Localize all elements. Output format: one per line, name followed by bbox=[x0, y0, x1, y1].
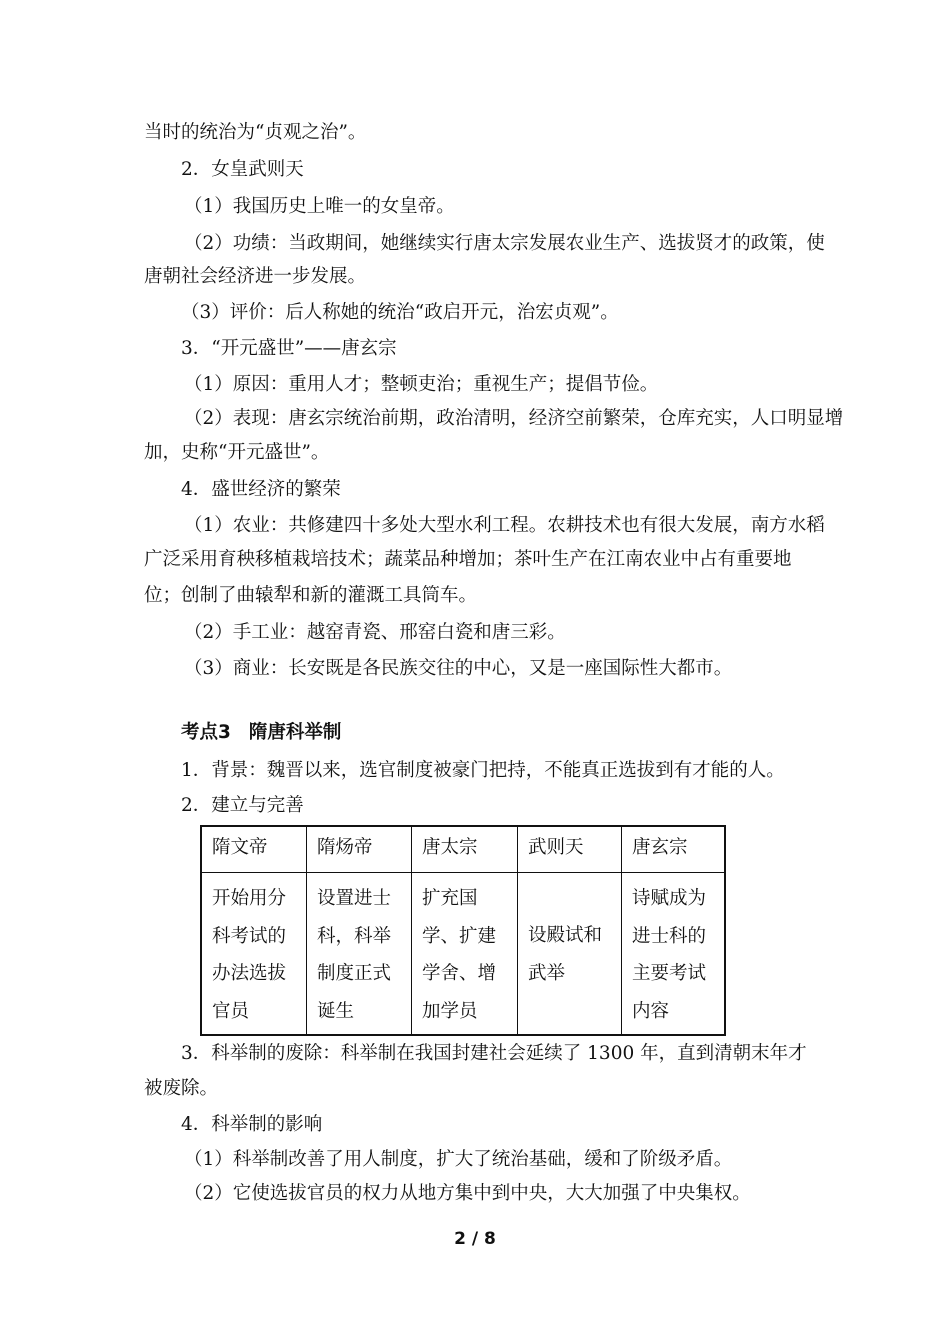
cell-line: 主要考试 bbox=[632, 963, 707, 984]
cell-line: 设置进士 bbox=[317, 888, 392, 909]
paragraph-text: （2）手工业：越窑青瓷、邢窑白瓷和唐三彩。 bbox=[184, 622, 566, 643]
table-header-cell: 隋文帝 bbox=[202, 827, 307, 872]
table-cell bbox=[518, 873, 622, 1034]
section-heading bbox=[181, 720, 341, 746]
section-title: 隋唐科举制 bbox=[248, 722, 342, 743]
paragraph-text: 位；创制了曲辕犁和新的灌溉工具筒车。 bbox=[144, 585, 478, 606]
paragraph-text: 当时的统治为“贞观之治”。 bbox=[144, 122, 367, 143]
paragraph-text: 加，史称“开元盛世”。 bbox=[144, 442, 330, 463]
table-header-cell: 隋炀帝 bbox=[307, 827, 412, 872]
paragraph-text: （2）功绩：当政期间，她继续实行唐太宗发展农业生产、选拔贤才的政策，使 bbox=[184, 233, 825, 254]
table-cell bbox=[202, 873, 307, 1034]
paragraph-text: 广泛采用育秧移植栽培技术；蔬菜品种增加；茶叶生产在江南农业中占有重要地 bbox=[144, 549, 792, 570]
subheading-economy: 4．盛世经济的繁荣 bbox=[181, 479, 341, 500]
cell-line: 制度正式 bbox=[317, 963, 392, 984]
cell-line: 扩充国 bbox=[422, 888, 478, 909]
cell-line: 诞生 bbox=[317, 1000, 355, 1022]
paragraph-text: （1）科举制改善了用人制度，扩大了统治基础，缓和了阶级矛盾。 bbox=[184, 1149, 733, 1170]
cell-line: 学舍、增 bbox=[422, 963, 497, 984]
cell-line: 办法选拔 bbox=[212, 963, 287, 984]
cell-line: 加学员 bbox=[422, 1000, 478, 1022]
paragraph-text: （1）农业：共修建四十多处大型水利工程。农耕技术也有很大发展，南方水稻 bbox=[184, 515, 825, 536]
table-header-row bbox=[202, 827, 724, 873]
table-header-cell: 唐太宗 bbox=[412, 827, 518, 872]
cell-line: 科考试的 bbox=[212, 925, 287, 947]
cell-line: 官员 bbox=[212, 1000, 250, 1022]
cell-line: 武举 bbox=[528, 962, 566, 984]
cell-line: 开始用分 bbox=[212, 888, 287, 909]
paragraph-text: （2）表现：唐玄宗统治前期，政治清明，经济空前繁荣，仓库充实，人口明显增 bbox=[184, 408, 844, 429]
paragraph-text: 3．科举制的废除：科举制在我国封建社会延续了 1300 年，直到清朝末年才 bbox=[181, 1043, 807, 1064]
table-header-cell: 武则天 bbox=[518, 827, 622, 872]
paragraph-text: 1．背景：魏晋以来，选官制度被豪门把持，不能真正选拔到有才能的人。 bbox=[181, 760, 785, 781]
cell-line: 学、扩建 bbox=[422, 925, 497, 947]
subheading-empress-wu: 2．女皇武则天 bbox=[181, 159, 304, 180]
paragraph-text: 2．建立与完善 bbox=[181, 795, 304, 816]
cell-line: 进士科的 bbox=[632, 925, 707, 947]
table-row bbox=[202, 873, 724, 1034]
paragraph-text: （1）原因：重用人才；整顿吏治；重视生产；提倡节俭。 bbox=[184, 374, 659, 395]
cell-line: 科，科举 bbox=[317, 925, 392, 947]
cell-line: 诗赋成为 bbox=[632, 888, 707, 909]
cell-line: 内容 bbox=[632, 1000, 670, 1022]
cell-line: 设殿试和 bbox=[528, 925, 603, 946]
section-label: 考点3 bbox=[181, 722, 231, 743]
paragraph-text: 4．科举制的影响 bbox=[181, 1114, 323, 1135]
paragraph-text: （2）它使选拔官员的权力从地方集中到中央，大大加强了中央集权。 bbox=[184, 1183, 751, 1204]
paragraph-text: （3）评价：后人称她的统治“政启开元，治宏贞观”。 bbox=[181, 302, 619, 323]
page-number: 2 / 8 bbox=[454, 1229, 496, 1249]
table-cell bbox=[622, 873, 724, 1034]
paragraph-text: 被废除。 bbox=[144, 1078, 219, 1099]
exam-system-table bbox=[200, 825, 726, 1036]
table-header-cell: 唐玄宗 bbox=[632, 837, 688, 858]
paragraph-text: 唐朝社会经济进一步发展。 bbox=[144, 266, 367, 287]
table-cell bbox=[307, 873, 412, 1034]
subheading-kaiyuan: 3．“开元盛世”——唐玄宗 bbox=[181, 338, 397, 359]
paragraph-text: （1）我国历史上唯一的女皇帝。 bbox=[184, 196, 455, 217]
paragraph-text: （3）商业：长安既是各民族交往的中心，又是一座国际性大都市。 bbox=[184, 658, 733, 679]
table-cell bbox=[412, 873, 518, 1034]
